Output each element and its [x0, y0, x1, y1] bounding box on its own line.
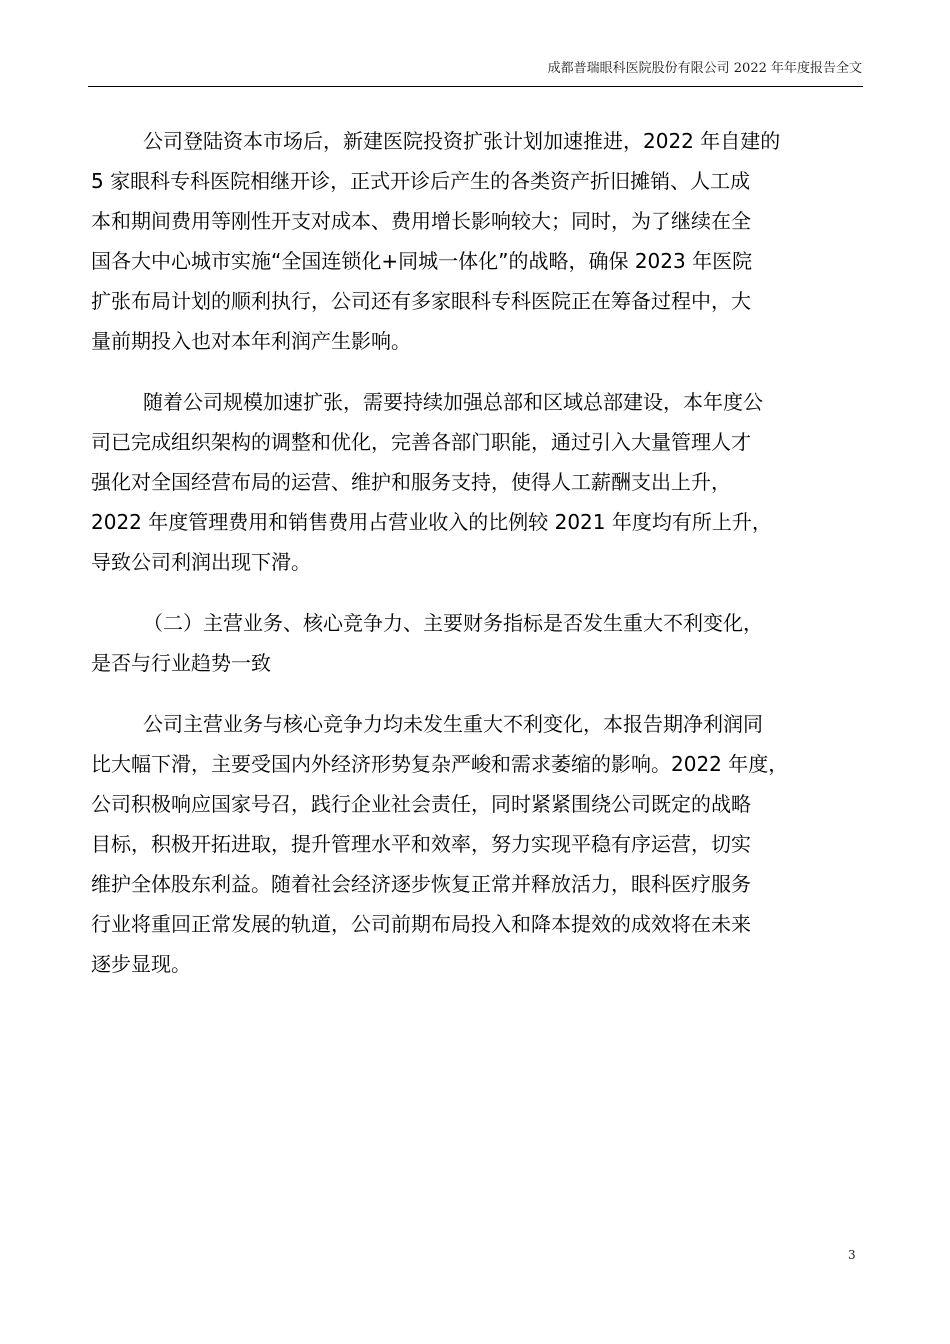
section-heading — [91, 603, 861, 683]
text-line: 公司主营业务与核心竞争力均未发生重大不利变化，本报告期净利润同 — [143, 712, 763, 736]
text-line: 维护全体股东利益。随着社会经济逐步恢复正常并释放活力，眼科医疗服务 — [91, 872, 751, 896]
text-line: 比大幅下滑，主要受国内外经济形势复杂严峻和需求萎缩的影响。2022 年度， — [91, 752, 789, 776]
text-line: 随着公司规模加速扩张，需要持续加强总部和区域总部建设，本年度公 — [143, 390, 763, 414]
text-line: 本和期间费用等刚性开支对成本、费用增长影响较大；同时，为了继续在全 — [91, 209, 751, 233]
text-line: 国各大中心城市实施“全国连锁化+同城一体化”的战略，确保 2023 年医院 — [91, 249, 753, 273]
heading-line: 是否与行业趋势一致 — [91, 651, 271, 675]
page-header-title: 成都普瑞眼科医院股份有限公司 2022 年年度报告全文 — [547, 61, 862, 76]
text-line: 逐步显现。 — [91, 952, 191, 976]
text-line: 扩张布局计划的顺利执行，公司还有多家眼科专科医院正在筹备过程中，大 — [91, 289, 751, 313]
text-line: 2022 年度管理费用和销售费用占营业收入的比例较 2021 年度均有所上升， — [91, 510, 772, 534]
paragraph-spacer — [91, 361, 861, 382]
heading-line: （二）主营业务、核心竞争力、主要财务指标是否发生重大不利变化， — [143, 611, 763, 635]
paragraph — [91, 121, 861, 361]
text-line: 目标，积极开拓进取，提升管理水平和效率，努力实现平稳有序运营，切实 — [91, 832, 751, 856]
text-line: 5 家眼科专科医院相继开诊，正式开诊后产生的各类资产折旧摊销、人工成 — [91, 169, 751, 193]
document-body — [91, 121, 861, 984]
text-line: 司已完成组织架构的调整和优化，完善各部门职能，通过引入大量管理人才 — [91, 430, 751, 454]
text-line: 导致公司利润出现下滑。 — [91, 550, 311, 574]
text-line: 强化对全国经营布局的运营、维护和服务支持，使得人工薪酬支出上升， — [91, 470, 731, 494]
paragraph-spacer — [91, 582, 861, 603]
text-line: 公司积极响应国家号召，践行企业社会责任，同时紧紧围绕公司既定的战略 — [91, 792, 751, 816]
text-line: 行业将重回正常发展的轨道，公司前期布局投入和降本提效的成效将在未来 — [91, 912, 751, 936]
page-number: 3 — [848, 1248, 856, 1262]
text-line: 量前期投入也对本年利润产生影响。 — [91, 329, 411, 353]
text-line: 公司登陆资本市场后，新建医院投资扩张计划加速推进，2022 年自建的 — [143, 129, 781, 153]
paragraph-spacer — [91, 683, 861, 704]
header-divider — [88, 86, 863, 87]
paragraph — [91, 704, 861, 984]
paragraph — [91, 382, 861, 582]
